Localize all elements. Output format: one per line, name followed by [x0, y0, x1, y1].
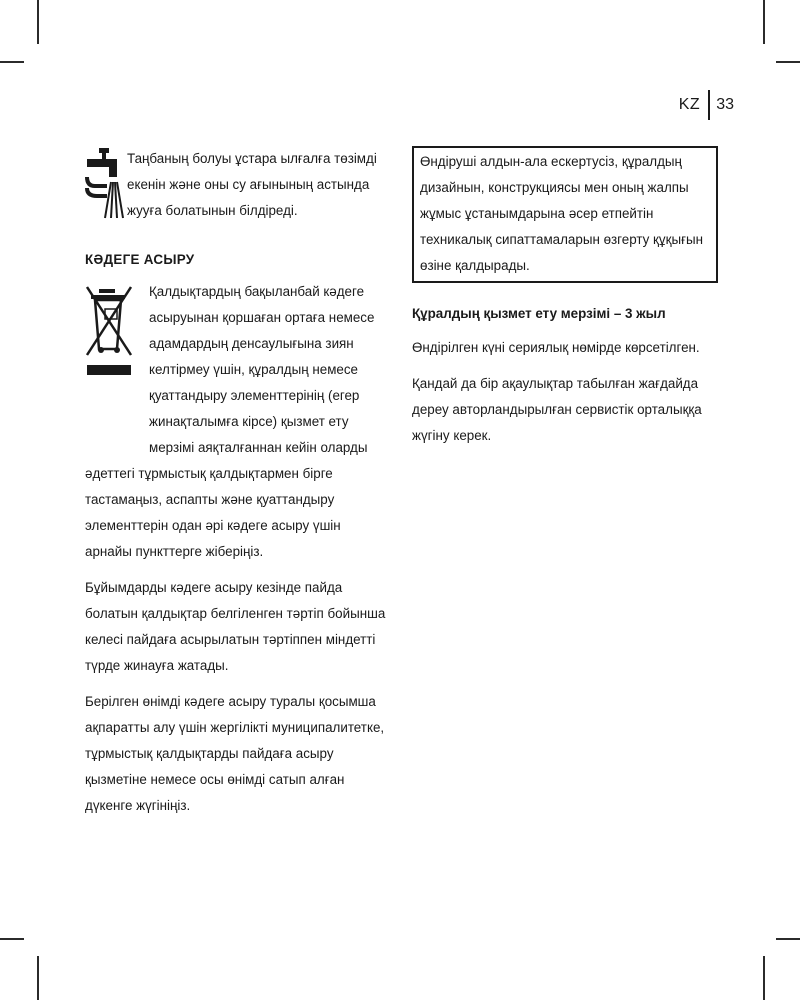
disposal-lead-text: Қалдықтардың бақыланбай кәдеге асыруынан қоршаған ортаға немесе адамдардың денсаулығына зиян келтірмеу үшін, құралдың немесе қуаттандыру элементтерінің (егер жинақталымға кірсе) қызмет ету мерзімі аяқталғаннан кейін оларды [149, 284, 375, 455]
right-column [412, 146, 718, 459]
disposal-continuation: әдеттегі тұрмыстық қалдықтармен бірге тастамаңыз, аспапты және қуаттандыру элементтерін одан әрі кәдеге асыру үшін арнайы пункттерге жіберіңіз. [85, 466, 341, 559]
crop-mark [37, 956, 39, 1000]
crop-mark [763, 956, 765, 1000]
left-column [85, 146, 390, 819]
crop-mark [776, 938, 800, 940]
service-life-heading: Құралдың қызмет ету мерзімі – 3 жыл [412, 306, 666, 321]
language-code: KZ [678, 96, 701, 113]
defect-instruction-text: Қандай да бір ақаулықтар табылған жағдайда дереу авторландырылған сервистік орталыққа жүгіну керек. [412, 376, 702, 443]
more-info-paragraph: Берілген өнімді кәдеге асыру туралы қосымша ақпаратты алу үшін жергілікті муниципалитетке, тұрмыстық қалдықтарды пайдаға асыру қызметіне немесе осы өнімді сатып алған дүкенге жүгініңіз. [85, 694, 385, 813]
crop-mark [0, 938, 24, 940]
crop-mark [776, 61, 800, 63]
crop-mark [37, 0, 39, 44]
water-resistance-text: Таңбаның болуы ұстара ылғалға төзімді екенін және оны су ағынының астында жууға болатынын білдіреді. [127, 151, 377, 218]
crossed-bin-icon [85, 283, 135, 377]
water-resistance-block [85, 146, 390, 224]
disposal-heading: КӘДЕГЕ АСЫРУ [85, 252, 195, 267]
manufacturer-notice-box: Өндіруші алдын-ала ескертусіз, құралдың дизайнын, конструкциясы мен оның жалпы жұмыс ұстанымдарына әсер етпейтін техникалық сипаттамаларын өзгерту құқығын өзіне қалдырады. [412, 146, 718, 283]
crop-mark [763, 0, 765, 44]
water-tap-icon [85, 146, 129, 222]
page-header [679, 90, 734, 120]
page-number: 33 [716, 96, 734, 113]
disposal-block [85, 279, 390, 461]
waste-collection-paragraph: Бұйымдарды кәдеге асыру кезінде пайда болатын қалдықтар белгіленген тәртіп бойынша келесі пайдаға асырылатын тәртіппен міндетті түрде жинауға жатады. [85, 580, 386, 673]
crop-mark [0, 61, 24, 63]
production-date-text: Өндірілген күні сериялық нөмірде көрсетілген. [412, 340, 700, 355]
